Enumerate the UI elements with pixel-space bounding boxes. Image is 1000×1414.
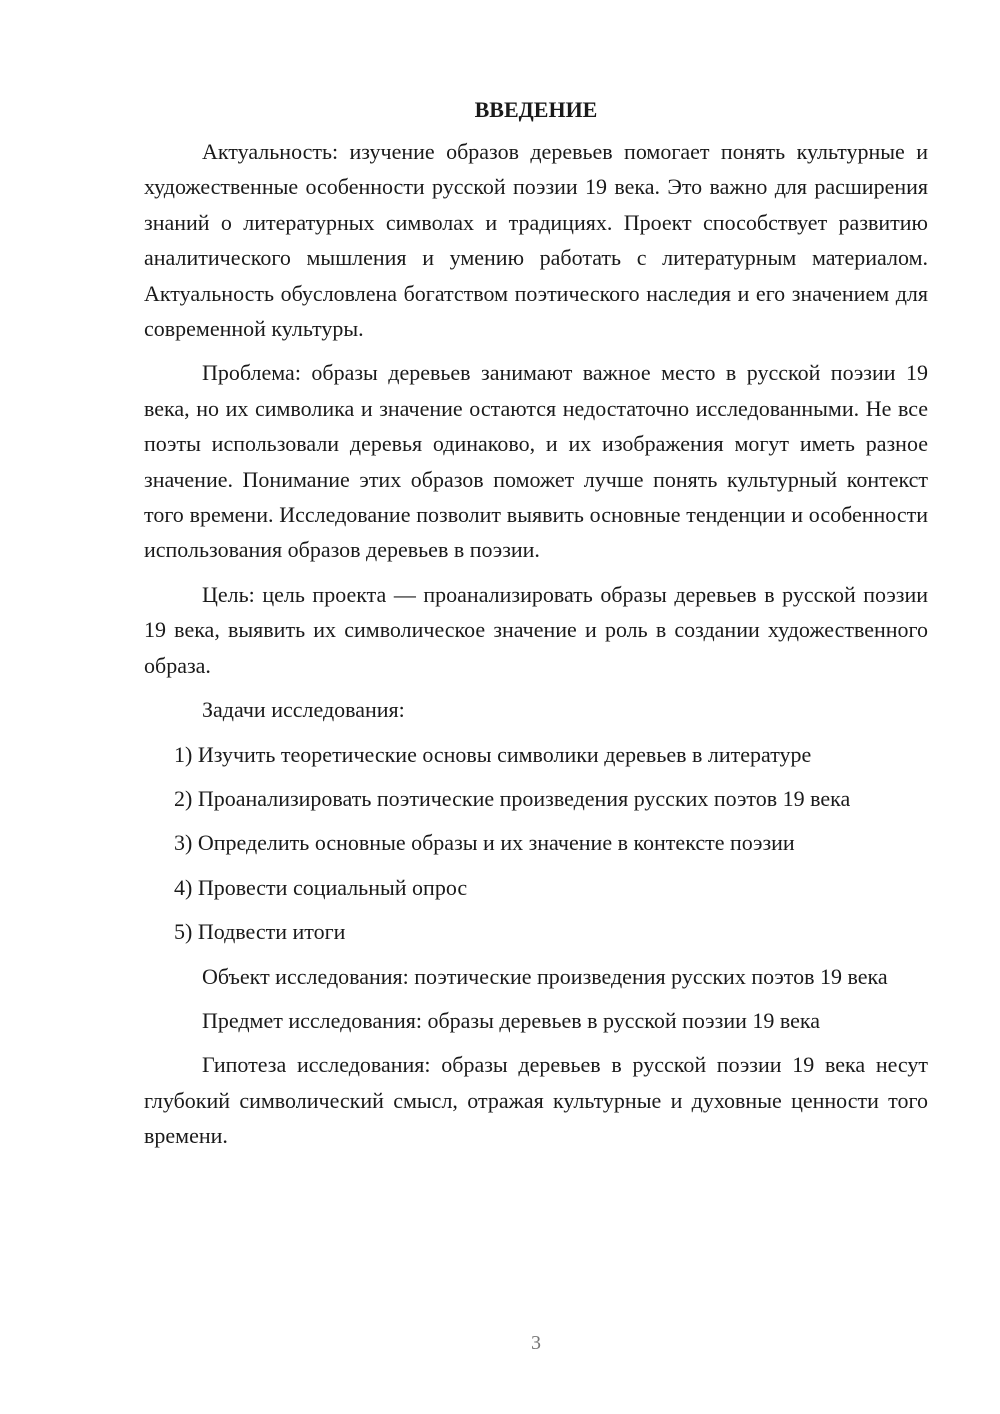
- task-item-1: 1) Изучить теоретические основы символики деревьев в литературе: [174, 741, 812, 767]
- task-item-2: 2) Проанализировать поэтические произведения русских поэтов 19 века: [174, 785, 851, 811]
- object-paragraph: Объект исследования: поэтические произведения русских поэтов 19 века: [202, 963, 888, 989]
- task-item-5: 5) Подвести итоги: [174, 919, 346, 945]
- relevance-paragraph: Актуальность: изучение образов деревьев помогает понять культурные и художественные особенности русской поэзии 19 века. Это важно для расширения знаний о литературных символах и традициях. Проект способствует развитию аналитического мышления и умению работать с литературным материалом. Актуальность обусловлена богатством поэтического наследия и его значением для современной культуры.: [144, 139, 928, 342]
- problem-paragraph: Проблема: образы деревьев занимают важное место в русской поэзии 19 века, но их символика и значение остаются недостаточно исследованными. Не все поэты использовали деревья одинаково, и их изображения могут иметь разное значение. Понимание этих образов поможет лучше понять культурный контекст того времени. Исследование позволит выявить основные тенденции и особенности использования образов деревьев в поэзии.: [144, 360, 928, 563]
- task-item-3: 3) Определить основные образы и их значение в контексте поэзии: [174, 830, 795, 856]
- tasks-title: Задачи исследования:: [202, 697, 405, 723]
- subject-paragraph: Предмет исследования: образы деревьев в русской поэзии 19 века: [202, 1007, 821, 1033]
- goal-paragraph: Цель: цель проекта — проанализировать образы деревьев в русской поэзии 19 века, выявить их символическое значение и роль в создании художественного образа.: [144, 581, 928, 678]
- task-item-4: 4) Провести социальный опрос: [174, 874, 468, 900]
- hypothesis-paragraph: Гипотеза исследования: образы деревьев в русской поэзии 19 века несут глубокий символический смысл, отражая культурные и духовные ценности того времени.: [144, 1052, 928, 1149]
- page-number: 3: [531, 1332, 541, 1354]
- document-page: [144, 92, 928, 1163]
- section-heading: ВВЕДЕНИЕ: [474, 97, 598, 122]
